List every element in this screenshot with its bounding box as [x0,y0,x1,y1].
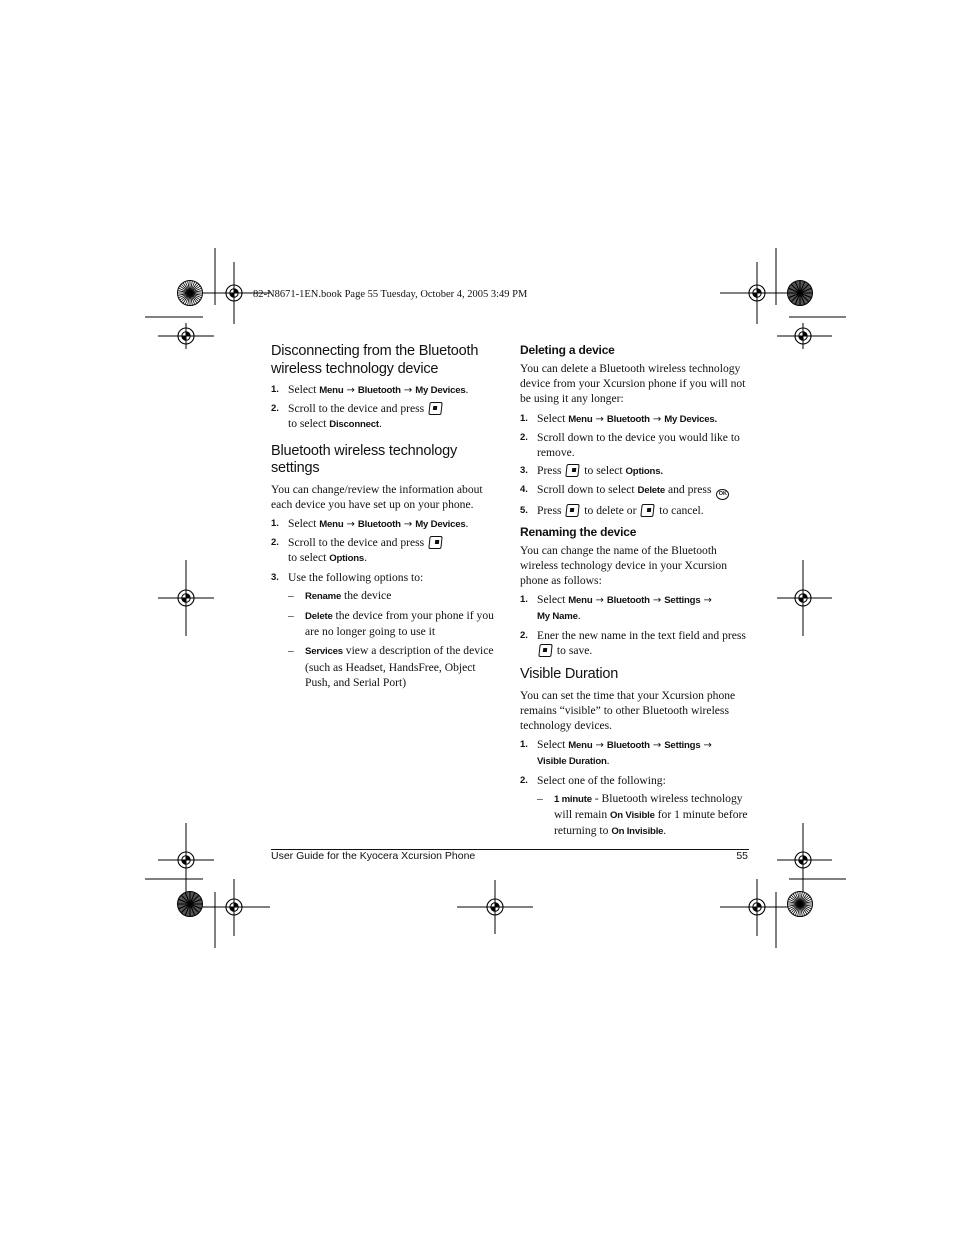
right-softkey-icon [641,504,655,517]
menu-key: My Name [537,611,578,623]
right-column [520,343,750,843]
menu-key: My Devices. [664,413,717,425]
list-item [520,482,750,500]
dash: – [288,609,294,623]
step-number: 1. [520,594,528,606]
menu-key: My Devices [415,385,466,396]
step-text: Select [288,383,317,396]
menu-key: Menu [568,595,593,607]
list-item [537,791,750,840]
footer-title: User Guide for the Kyocera Xcursion Phone [271,850,476,862]
step-text: Scroll down to select [537,483,635,497]
options-list [537,791,750,840]
list-item [520,503,750,518]
punct: . [364,551,367,565]
list-item [271,516,496,532]
menu-key: Menu [319,519,344,531]
step-text: to select [288,417,327,431]
step-text: Press [537,464,562,478]
right-softkey-icon [428,536,442,549]
right-softkey-icon [566,464,580,477]
list-item [520,430,750,460]
ok-key-icon: OK [716,489,729,500]
dash: – [288,644,294,658]
intro-paragraph: You can delete a Bluetooth wireless technology device from your Xcursion phone if you will not be using it any longer: [520,362,746,406]
step-number: 1. [520,739,528,751]
list-item [271,401,496,432]
intro-paragraph: You can change the name of the Bluetooth wireless technology device in your Xcursion phone as follows: [520,543,728,588]
step-number: 1. [520,412,528,424]
punct: . [378,417,382,431]
step-text: to select [584,464,623,478]
left-column [271,343,496,694]
list-item [520,737,750,769]
dash: – [537,791,543,805]
arrow-right-icon: → [703,740,712,752]
page-footer [271,849,749,862]
option-text: the device from your phone if you are no longer going to use it [305,609,494,639]
menu-key: Bluetooth [606,595,650,607]
option-key: On Invisible [611,826,664,838]
step-text: Select [537,593,566,607]
menu-key: Bluetooth [606,413,650,425]
arrow-right-icon: → [403,519,413,531]
visible-steps [520,737,750,839]
step-text: Scroll to the device and press [288,402,425,416]
step-number: 2. [271,537,279,549]
step-number: 2. [520,774,528,786]
arrow-right-icon: → [652,595,662,607]
menu-key: Disconnect [329,419,379,431]
intro-paragraph: You can set the time that your Xcursion phone remains “visible” to other Bluetooth wireless technology devices. [520,688,736,732]
list-item [271,535,496,566]
menu-key: My Devices [415,519,466,531]
list-item [520,773,750,840]
punct: . [577,609,581,623]
option-text: view a description of the device (such as Headset, HandsFree, Object Push, and Serial Port) [305,644,494,689]
disconnect-steps [271,382,496,433]
step-text: Use the following options to: [288,570,424,584]
step-text: to save. [556,643,593,657]
step-number: 2. [271,403,279,415]
step-number: 3. [271,571,279,583]
arrow-right-icon: → [346,385,355,396]
step-number: 1. [271,384,279,395]
step-text: to cancel. [659,504,704,518]
punct: . [606,754,610,768]
option-text: the device [341,588,392,602]
step-number: 5. [520,505,528,517]
step-number: 2. [520,431,528,443]
option-text: for 1 minute before returning to [554,807,748,838]
step-text: Press [537,504,562,518]
heading-disconnecting: Disconnecting from the Bluetooth wireless technology device [271,343,479,377]
list-item [520,463,750,479]
options-list [288,588,496,690]
menu-key: Visible Duration [537,756,607,768]
list-item [520,411,750,427]
heading-bt-settings: Bluetooth wireless technology settings [271,442,458,477]
option-key: 1 minute [554,793,592,805]
menu-key: Menu [568,740,593,752]
arrow-right-icon: → [403,385,413,396]
menu-key: Delete [637,485,666,497]
arrow-right-icon: → [703,595,712,607]
dash: – [288,588,294,602]
punct: . [465,517,469,531]
menu-key: Settings [664,740,701,752]
menu-key: Bluetooth [357,519,401,531]
renaming-steps [520,592,750,658]
left-softkey-icon [566,504,580,517]
option-key: On Visible [610,809,655,821]
arrow-right-icon: → [652,413,662,425]
step-number: 2. [520,629,528,641]
book-header-line: 82-N8671-1EN.book Page 55 Tuesday, October 4, 2005 3:49 PM [253,289,528,300]
menu-key: Options. [625,466,663,478]
menu-key: Options [329,553,365,565]
list-item [520,628,750,658]
menu-key: Menu [319,385,344,396]
option-key: Services [305,646,343,658]
arrow-right-icon: → [652,740,662,752]
list-item [288,643,496,690]
left-softkey-icon [428,402,442,415]
step-text: and press [667,483,712,497]
settings-steps [271,516,496,690]
option-key: Delete [305,611,333,623]
step-text: to delete or [584,504,637,518]
option-text: - Bluetooth wireless technology will remain [554,791,743,821]
menu-key: Settings [664,595,701,607]
step-number: 3. [520,465,528,477]
step-number: 1. [271,518,279,530]
step-text: Select [537,738,566,752]
menu-key: Bluetooth [606,740,650,752]
heading-renaming: Renaming the device [520,524,637,539]
arrow-right-icon: → [595,595,604,607]
step-text: Select [537,411,566,425]
page-number: 55 [736,850,748,862]
menu-key: Menu [568,413,593,425]
step-text: Select [288,517,317,531]
step-text: Ener the new name in the text field and press [537,628,746,642]
punct: . [465,383,469,396]
arrow-right-icon: → [595,740,604,752]
option-text: . [663,824,667,838]
step-text: to select [288,551,327,565]
list-item [288,608,496,639]
list-item [288,588,496,604]
intro-paragraph: You can change/review the information about each device you have set up on your phone. [271,482,483,511]
menu-key: Bluetooth [357,385,401,396]
step-text: Scroll to the device and press [288,536,425,550]
step-text: Scroll down to the device you would like to remove. [537,430,740,460]
step-text: Select one of the following: [537,773,666,787]
left-softkey-icon [538,644,552,657]
list-item [271,570,496,690]
heading-visible-duration: Visible Duration [520,666,619,683]
list-item [271,382,496,398]
heading-deleting: Deleting a device [520,343,615,357]
option-key: Rename [305,590,342,602]
step-number: 4. [520,484,528,496]
list-item [520,592,750,624]
deleting-steps [520,411,750,519]
arrow-right-icon: → [346,519,355,531]
arrow-right-icon: → [595,413,604,425]
